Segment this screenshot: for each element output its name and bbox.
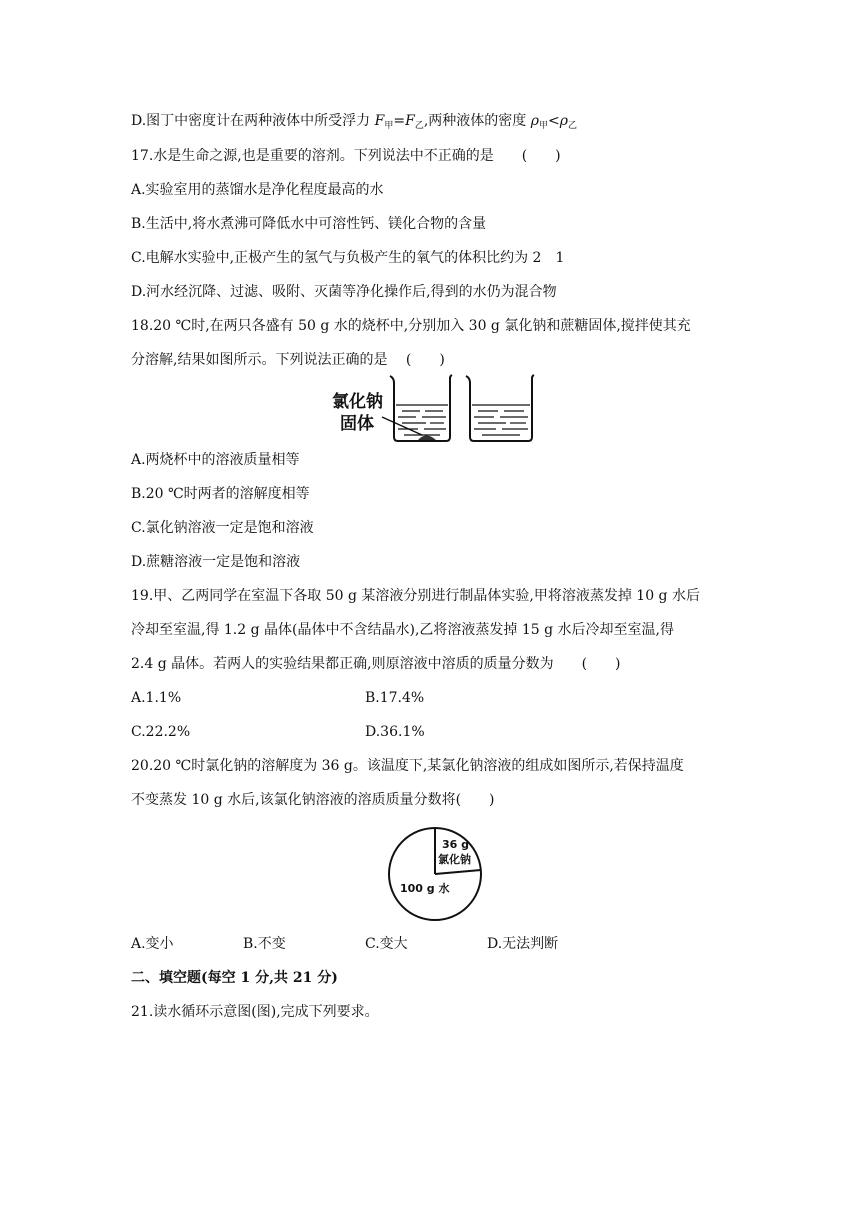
subscript-jia: 甲 [384, 121, 394, 131]
liquid-right [472, 405, 530, 435]
force-symbol: F [374, 113, 385, 129]
less-than-sign: < [547, 113, 560, 129]
q18-option-a: A.两烧杯中的溶液质量相等 [131, 452, 300, 468]
q19-option-b: B.17.4% [365, 690, 425, 706]
q21-stem: 21.读水循环示意图(图),完成下列要求。 [131, 1004, 379, 1020]
density-symbol: ρ [530, 113, 539, 129]
q19-option-c: C.22.2% [131, 724, 191, 740]
q19-option-a: A.1.1% [131, 690, 182, 706]
q17-stem: 17.水是生命之源,也是重要的溶剂。下列说法中不正确的是 ( ) [131, 148, 561, 164]
q20-option-a: A.变小 [131, 936, 174, 952]
equals-sign: = [393, 113, 406, 129]
q20-stem-line1: 20.20 ℃时氯化钠的溶解度为 36 g。该温度下,某氯化钠溶液的组成如图所示,若保持温度 [131, 758, 684, 774]
q19-option-d: D.36.1% [365, 724, 425, 740]
q17-option-d: D.河水经沉降、过滤、吸附、灭菌等净化操作后,得到的水仍为混合物 [131, 284, 557, 300]
q16-option-d-prefix: D.图丁中密度计在两种液体中所受浮力 [131, 113, 375, 129]
q17-option-b: B.生活中,将水煮沸可降低水中可溶性钙、镁化合物的含量 [131, 216, 487, 232]
q18-option-d: D.蔗糖溶液一定是饱和溶液 [131, 554, 301, 570]
beaker-left [390, 375, 452, 441]
figure-label-line2: 固体 [340, 414, 374, 434]
q18-option-c: C.氯化钠溶液一定是饱和溶液 [131, 520, 314, 536]
force-symbol: F [405, 113, 415, 129]
q20-option-b: B.不变 [243, 936, 286, 952]
pie-label-water: 100 g 水 [400, 882, 450, 895]
q19-stem-line3: 2.4 g 晶体。若两人的实验结果都正确,则原溶液中溶质的质量分数为 ( ) [131, 656, 621, 672]
q20-stem-line2: 不变蒸发 10 g 水后,该氯化钠溶液的溶质质量分数将( ) [131, 792, 495, 808]
q17-option-a: A.实验室用的蒸馏水是净化程度最高的水 [131, 182, 384, 198]
section-heading: 二、填空题(每空 1 分,共 21 分) [131, 970, 338, 986]
pie-label-salt-line2: 氯化钠 [438, 853, 471, 866]
q16-option-d [131, 111, 577, 136]
density-symbol: ρ [559, 113, 568, 129]
q18-stem-line1: 18.20 ℃时,在两只各盛有 50 g 水的烧杯中,分别加入 30 g 氯化钠和蔗糖固体,搅拌使其充 [131, 318, 691, 334]
q18-option-b: B.20 ℃时两者的溶解度相等 [131, 486, 310, 502]
q20-option-c: C.变大 [365, 936, 408, 952]
subscript-yi: 乙 [567, 121, 577, 131]
liquid-left [396, 405, 448, 435]
subscript-jia: 甲 [538, 121, 548, 131]
solid-pile [418, 436, 436, 441]
q20-option-d: D.无法判断 [487, 936, 559, 952]
beaker-right [466, 375, 534, 441]
q17-option-c: C.电解水实验中,正极产生的氢气与负极产生的氧气的体积比约为 2 1 [131, 250, 565, 266]
beakers-figure [330, 373, 540, 445]
q16-option-d-mid: ,两种液体的密度 [423, 113, 531, 129]
label-pointer [382, 417, 422, 435]
q19-stem-line1: 19.甲、乙两同学在室温下各取 50 g 某溶液分别进行制晶体实验,甲将溶液蒸发掉 10 g 水后 [131, 588, 700, 604]
pie-label-salt-line1: 36 g [442, 838, 470, 851]
q18-stem-line2: 分溶解,结果如图所示。下列说法正确的是 ( ) [131, 352, 445, 368]
figure-label-line1: 氯化钠 [332, 392, 383, 412]
q19-stem-line2: 冷却至室温,得 1.2 g 晶体(晶体中不含结晶水),乙将溶液蒸发掉 15 g 水后冷却至室温,得 [131, 622, 674, 638]
composition-pie-figure [380, 826, 492, 922]
subscript-yi: 乙 [414, 121, 424, 131]
